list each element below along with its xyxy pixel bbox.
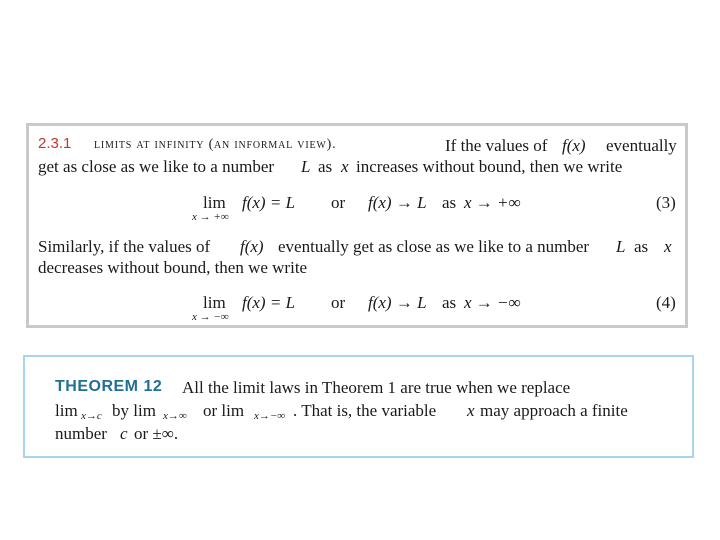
eq3-lim-subscript: x → +∞	[192, 211, 229, 223]
eq3-rhs: f(x) → L	[368, 193, 427, 212]
eq4-rhs: f(x) → L	[368, 293, 427, 312]
theorem-line2-lim-neginf: or lim	[203, 401, 245, 420]
theorem-line3-end: or ±∞.	[134, 424, 179, 443]
eq4-lim: lim	[203, 293, 226, 312]
definition-line2-x: x	[341, 157, 349, 176]
theorem-line3-number: number	[55, 424, 107, 443]
theorem-line2-lim-c-sub: x→c	[81, 410, 102, 422]
section-title: limits at infinity (an informal view).	[94, 137, 337, 152]
theorem-line2-lim-inf-sub: x→∞	[163, 410, 187, 422]
eq4-as: as	[442, 293, 457, 312]
para2-line1-fx: f(x)	[240, 237, 264, 256]
eq3-as: as	[442, 193, 457, 212]
definition-line2-end: increases without bound, then we write	[356, 157, 623, 176]
theorem-line2-x: x	[467, 401, 475, 420]
eq4-lim-subscript: x → −∞	[192, 311, 229, 323]
eq4-condition: x → −∞	[464, 293, 521, 312]
para2-line1-x: x	[664, 237, 672, 256]
para2-line1-text: Similarly, if the values of	[38, 237, 211, 256]
section-number: 2.3.1	[38, 135, 72, 152]
eq4-lhs: f(x) = L	[242, 293, 296, 312]
definition-line2-text: get as close as we like to a number	[38, 157, 275, 176]
definition-line2-L: L	[301, 157, 311, 176]
theorem-line2-text: . That is, the variable	[293, 401, 437, 420]
eq3-lhs: f(x) = L	[242, 193, 296, 212]
para2-line2-text: decreases without bound, then we write	[38, 258, 308, 277]
theorem-line3-c: c	[120, 424, 128, 443]
theorem-label: THEOREM 12	[55, 378, 163, 395]
definition-line2-as: as	[318, 157, 333, 176]
eq3-or: or	[331, 193, 346, 212]
eq4-or: or	[331, 293, 346, 312]
equation-number-4: (4)	[656, 293, 676, 312]
theorem-line2-lim-inf: by lim	[112, 401, 156, 420]
eq3-condition: x → +∞	[464, 193, 521, 212]
definition-line1-text: If the values of	[445, 136, 548, 155]
definition-line1-end: eventually	[606, 136, 677, 155]
para2-line1-L: L	[616, 237, 626, 256]
para2-line1-as: as	[634, 237, 649, 256]
definition-line1-fx: f(x)	[562, 136, 586, 155]
theorem-line2-lim-c: lim	[55, 401, 78, 420]
definition-box	[26, 123, 688, 328]
para2-line1-text-b: eventually get as close as we like to a number	[278, 237, 590, 256]
eq3-lim: lim	[203, 193, 226, 212]
equation-number-3: (3)	[656, 193, 676, 212]
theorem-line1: All the limit laws in Theorem 1 are true when we replace	[182, 378, 571, 397]
theorem-line2-lim-neginf-sub: x→−∞	[254, 410, 286, 422]
theorem-line2-end: may approach a finite	[480, 401, 628, 420]
